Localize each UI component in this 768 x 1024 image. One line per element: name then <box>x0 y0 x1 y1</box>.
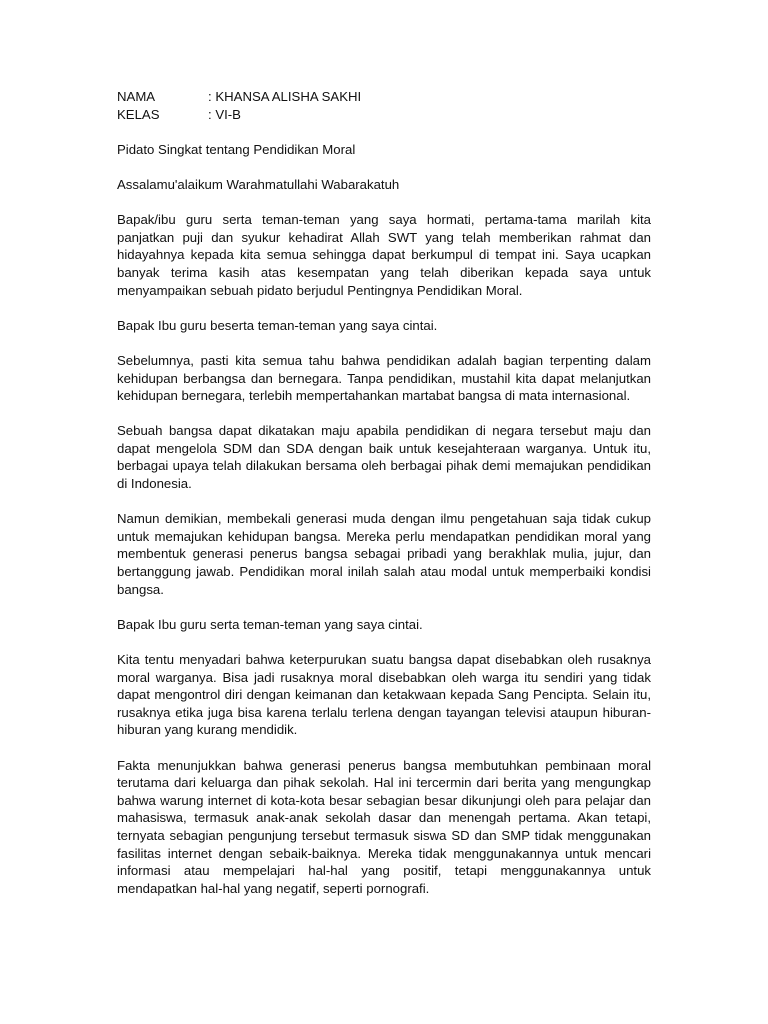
class-label: KELAS <box>117 106 160 122</box>
paragraph: Sebuah bangsa dapat dikatakan maju apabila pendidikan di negara tersebut maju dan dapat mengelola SDM dan SDA dengan baik untuk kesejahteraan warganya. Untuk itu, berbagai upaya telah dilakukan bersama oleh berbagai pihak demi memajukan pendidikan di Indonesia. <box>117 423 651 492</box>
class-value: : VI-B <box>208 106 241 122</box>
document-body <box>117 88 651 897</box>
name-label: NAMA <box>117 89 156 104</box>
name-row <box>117 88 651 106</box>
paragraph: Fakta menunjukkan bahwa generasi penerus bangsa membutuhkan pembinaan moral terutama dari keluarga dan pihak sekolah. Hal ini tercermin dari berita yang mengungkap bahwa warung internet di kota-kota besar sebagian besar dikunjungi oleh para pelajar dan mahasiswa, termasuk anak-anak sekolah dasar dan menengah pertama. Akan tetapi, ternyata sebagian pengunjung tersebut termasuk siswa SD dan SMP tidak menggunakan fasilitas internet dengan sebaik-baiknya. Mereka tidak menggunakannya untuk mencari informasi atau mempelajari hal-hal yang positif, tetapi menggunakannya untuk mendapatkan hal-hal yang negatif, seperti pornografi. <box>117 757 651 896</box>
paragraph: Namun demikian, membekali generasi muda dengan ilmu pengetahuan saja tidak cukup untuk memajukan kehidupan bangsa. Mereka perlu mendapatkan pendidikan moral yang membentuk generasi penerus bangsa sebagai pribadi yang berakhlak mulia, jujur, dan bertanggung jawab. Pendidikan moral inilah salah atau modal untuk memperbaiki kondisi bangsa. <box>117 511 651 597</box>
paragraph: Bapak/ibu guru serta teman-teman yang saya hormati, pertama-tama marilah kita panjatkan puji dan syukur kehadirat Allah SWT yang telah memberikan rahmat dan hidayahnya kepada kita semua sehingga dapat berkumpul di tempat ini. Saya ucapkan banyak terima kasih atas kesempatan yang telah diberikan kepada saya untuk menyampaikan sebuah pidato berjudul Pentingnya Pendidikan Moral. <box>117 212 651 298</box>
opening-greeting: Assalamu'alaikum Warahmatullahi Wabarakatuh <box>117 176 400 192</box>
speech-title: Pidato Singkat tentang Pendidikan Moral <box>117 141 356 157</box>
paragraph: Sebelumnya, pasti kita semua tahu bahwa pendidikan adalah bagian terpenting dalam kehidupan berbangsa dan bernegara. Tanpa pendidikan, mustahil kita dapat melanjutkan kehidupan bernegara, terlebih mempertahankan martabat bangsa di mata internasional. <box>117 352 651 404</box>
paragraph: Bapak Ibu guru serta teman-teman yang saya cintai. <box>117 616 423 632</box>
name-value: : KHANSA ALISHA SAKHI <box>208 89 362 104</box>
paragraph: Bapak Ibu guru beserta teman-teman yang saya cintai. <box>117 317 438 333</box>
paragraph: Kita tentu menyadari bahwa keterpurukan suatu bangsa dapat disebabkan oleh rusaknya moral warganya. Bisa jadi rusaknya moral disebabkan oleh warga itu sendiri yang tidak dapat mengontrol diri dengan keimanan dan ketakwaan kepada Sang Pencipta. Selain itu, rusaknya etika juga bisa karena terlalu terlena dengan tayangan televisi ataupun hiburan-hiburan yang kurang mendidik. <box>117 652 651 738</box>
class-row <box>117 106 651 124</box>
